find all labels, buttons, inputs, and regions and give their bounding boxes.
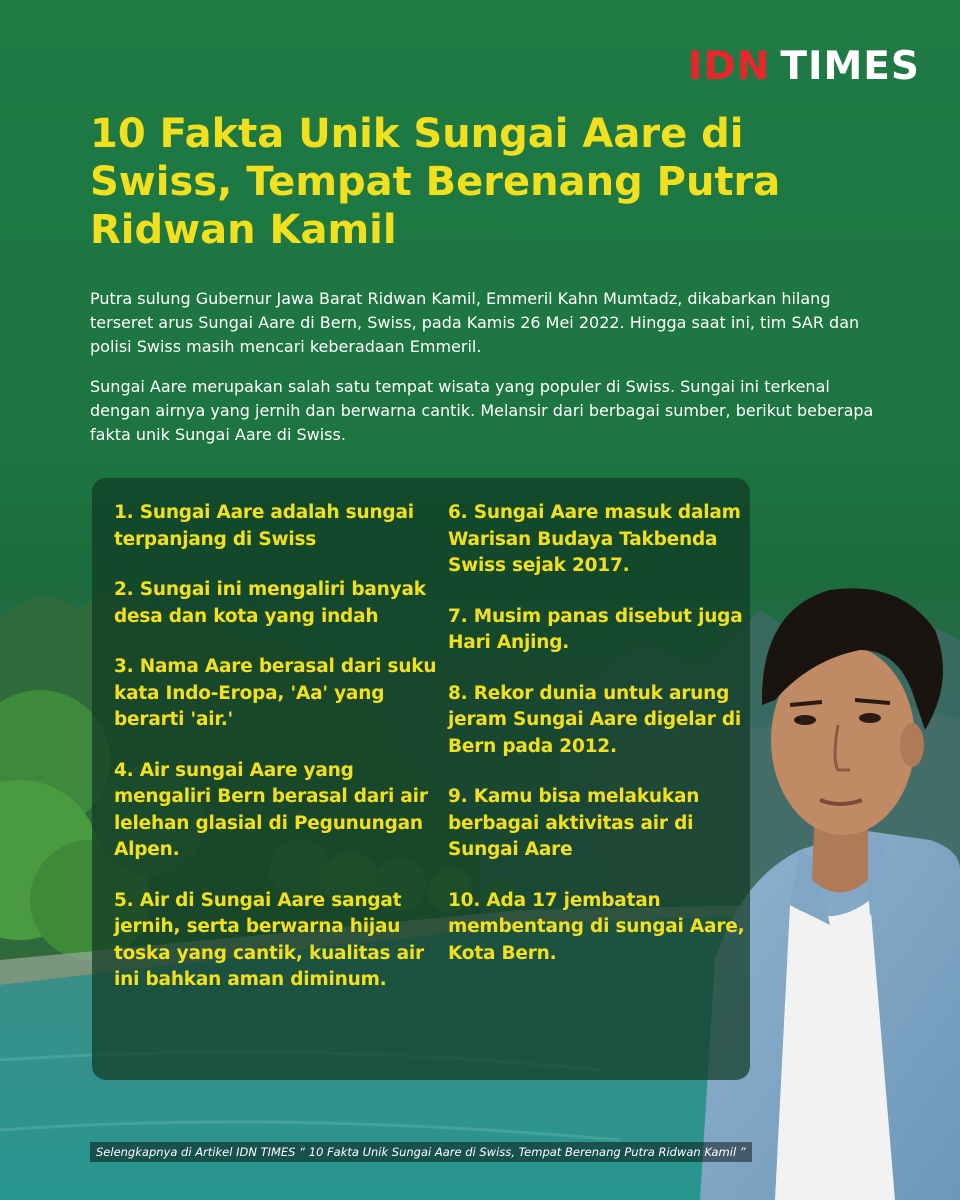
fact-item: 8. Rekor dunia untuk arung jeram Sungai Aare digelar di Bern pada 2012. <box>448 682 742 757</box>
logo-part-times: TIMES <box>780 44 920 89</box>
facts-box <box>92 478 750 1080</box>
fact-item: 4. Air sungai Aare yang mengaliri Bern berasal dari air lelehan glasial di Pegunungan Alpen. <box>114 759 428 860</box>
fact-item: 3. Nama Aare berasal dari suku kata Indo-Eropa, 'Aa' yang berarti 'air.' <box>114 656 437 730</box>
logo-part-idn: IDN <box>687 44 771 89</box>
fact-item: 2. Sungai ini mengaliri banyak desa dan kota yang indah <box>114 579 426 627</box>
facts-column-right <box>448 500 748 991</box>
fact-item: 6. Sungai Aare masuk dalam Warisan Budaya Takbenda Swiss sejak 2017. <box>448 502 741 576</box>
intro-paragraph-2: Sungai Aare merupakan salah satu tempat wisata yang populer di Swiss. Sungai ini terkenal dengan airnya yang jernih dan berwarna cantik. Melansir dari berbagai sumber, berikut beberapa fakta unik Sungai Aare di Swiss. <box>90 377 874 444</box>
fact-item: 10. Ada 17 jembatan membentang di sungai Aare, Kota Bern. <box>448 889 745 964</box>
fact-item: 1. Sungai Aare adalah sungai terpanjang di Swiss <box>114 502 414 550</box>
source-footer: Selengkapnya di Artikel IDN TIMES “ 10 Fakta Unik Sungai Aare di Swiss, Tempat Berenang Putra Ridwan Kamil ” <box>90 1142 752 1162</box>
fact-item: 9. Kamu bisa melakukan berbagai aktivitas air di Sungai Aare <box>448 786 700 860</box>
fact-item: 5. Air di Sungai Aare sangat jernih, serta berwarna hijau toska yang cantik, kualitas air ini bahkan aman diminum. <box>114 889 424 990</box>
facts-column-left <box>114 500 439 1018</box>
idn-times-logo <box>688 44 920 89</box>
fact-item: 7. Musim panas disebut juga Hari Anjing. <box>448 605 743 653</box>
page-title: 10 Fakta Unik Sungai Aare di Swiss, Tempat Berenang Putra Ridwan Kamil <box>90 111 781 253</box>
intro-paragraph-1: Putra sulung Gubernur Jawa Barat Ridwan Kamil, Emmeril Kahn Mumtadz, dikabarkan hilang terseret arus Sungai Aare di Bern, Swiss, pada Kamis 26 Mei 2022. Hingga saat ini, tim SAR dan polisi Swiss masih mencari keberadaan Emmeril. <box>90 289 860 356</box>
